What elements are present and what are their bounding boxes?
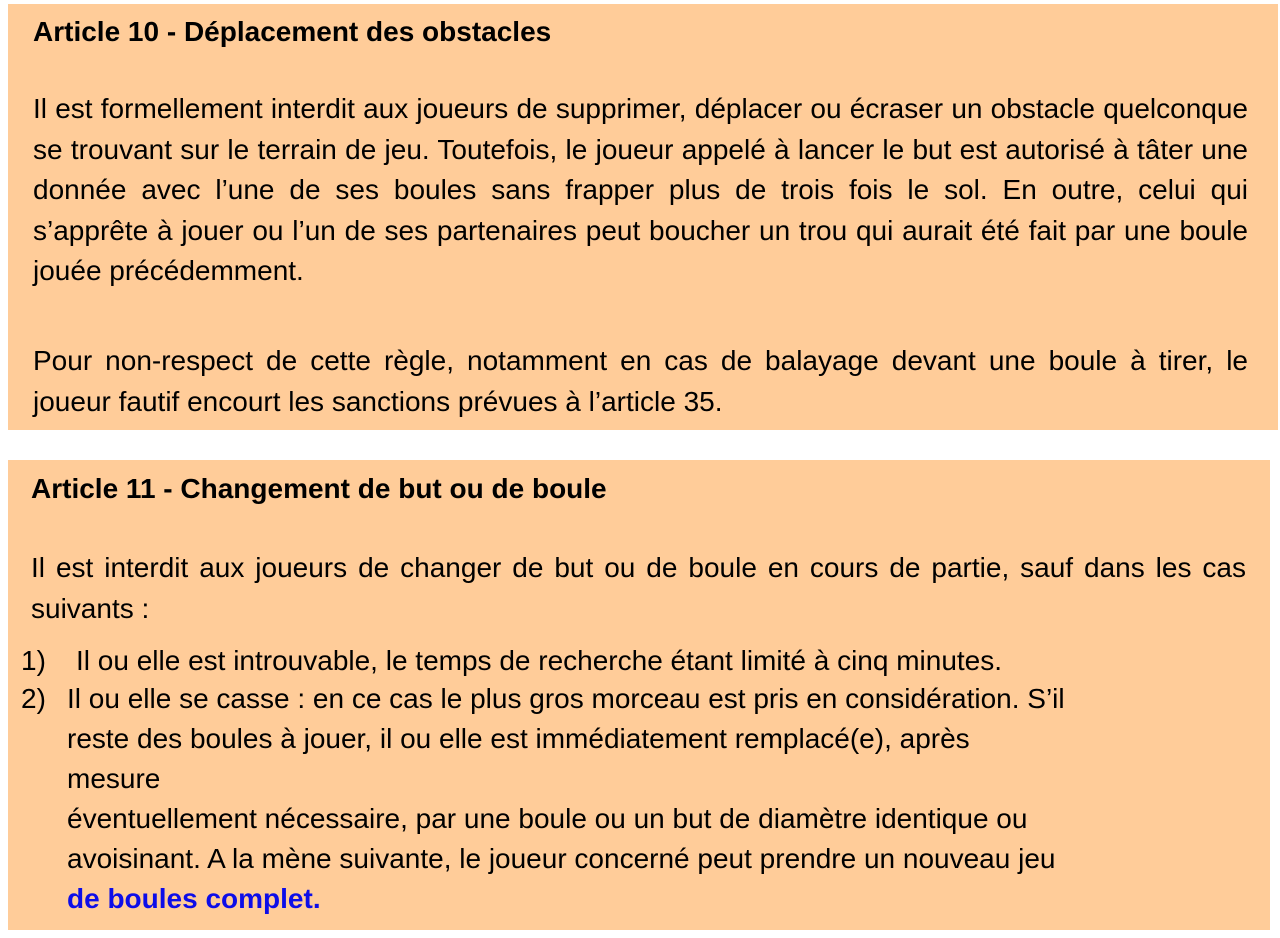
list-item-2-line-2: reste des boules à jouer, il ou elle est immédiatement remplacé(e), après xyxy=(67,723,970,754)
list-item-2-number: 2) xyxy=(21,683,46,714)
list-item-1-number: 1) xyxy=(21,645,46,676)
list-item-2-line-5: avoisinant. A la mène suivante, le joueur concerné peut prendre un nouveau jeu xyxy=(67,843,1056,874)
article-10-paragraph-1: Il est formellement interdit aux joueurs de supprimer, déplacer ou écraser un obstacle quelconque se trouvant sur le terrain de jeu. Toutefois, le joueur appelé à lancer le but est autorisé à tâter une donnée avec l’une de ses boules sans frapper plus de trois fois le sol. En outre, celui qui s’apprête à jouer ou l’un de ses partenaires peut boucher un trou qui aurait été fait par une boule jouée précédemment. xyxy=(33,93,1248,286)
list-item-2-line-4: éventuellement nécessaire, par une boule ou un but de diamètre identique ou xyxy=(67,803,1028,834)
list-item-2-line-3: mesure xyxy=(67,763,161,794)
article-11-box xyxy=(8,460,1270,930)
highlighted-text: de boules complet. xyxy=(67,883,321,914)
article-10-title: Article 10 - Déplacement des obstacles xyxy=(33,16,552,47)
article-10-paragraph-2: Pour non-respect de cette règle, notamment en cas de balayage devant une boule à tirer, le joueur fautif encourt les sanctions prévues à l’article 35. xyxy=(33,345,1248,417)
article-11-intro: Il est interdit aux joueurs de changer de but ou de boule en cours de partie, sauf dans les cas suivants : xyxy=(31,552,1246,624)
list-item-2-text xyxy=(67,679,1261,919)
list-item-2-line-1: Il ou elle se casse : en ce cas le plus gros morceau est pris en considération. S’il xyxy=(67,683,1065,714)
article-11-title: Article 11 - Changement de but ou de boule xyxy=(31,473,607,504)
article-10-box xyxy=(8,4,1278,430)
list-item-1-text: Il ou elle est introuvable, le temps de recherche étant limité à cinq minutes. xyxy=(76,645,1003,676)
